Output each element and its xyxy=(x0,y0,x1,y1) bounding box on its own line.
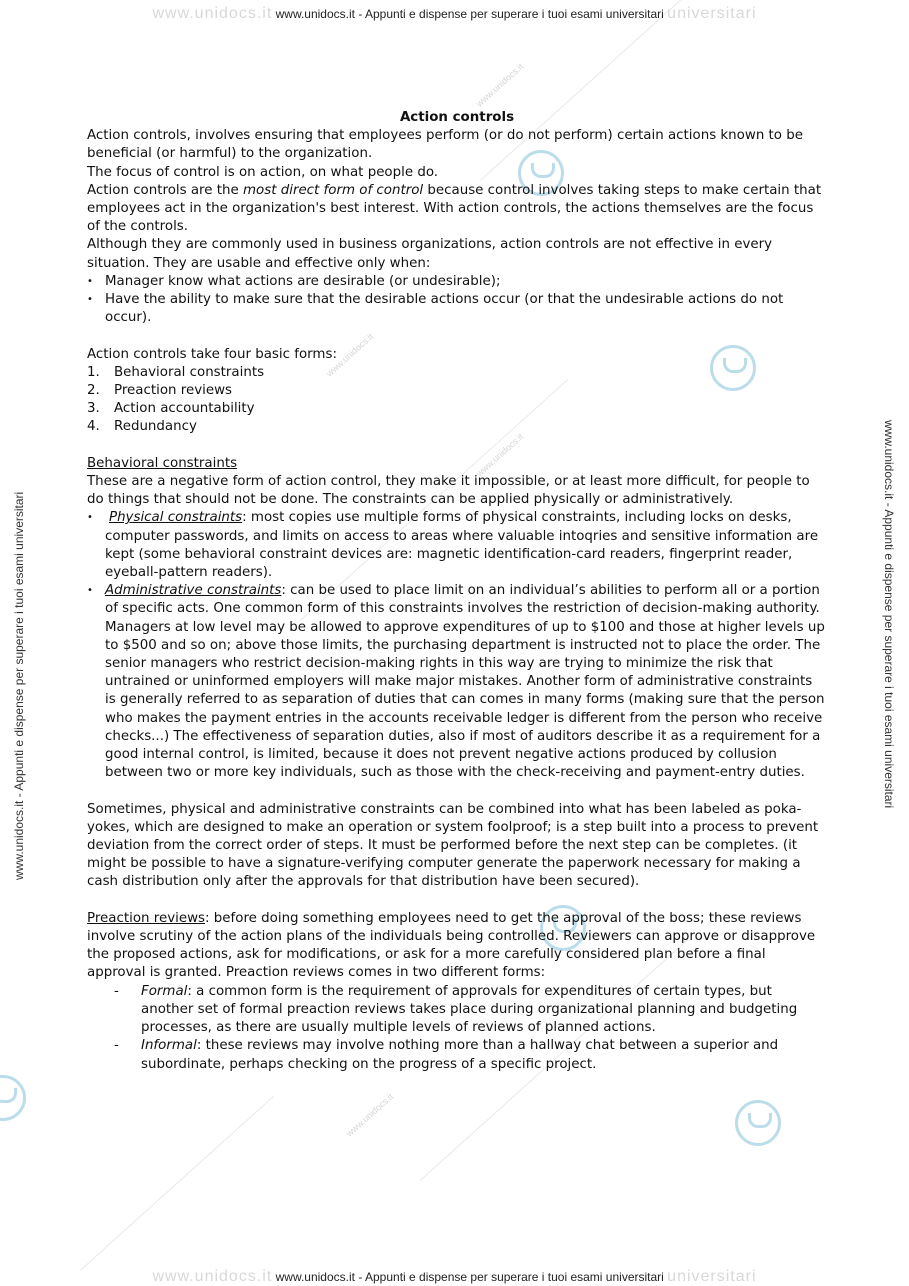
direct-text: because control involves taking steps to make certain that employees act in the organization's best interest. With action controls, the actions themselves are the focus of the controls. xyxy=(87,182,822,235)
list-number: 1. xyxy=(87,364,100,380)
footer-ghost-text-right: universitari xyxy=(667,1268,757,1285)
usable-list xyxy=(87,273,827,328)
formal-text: : a common form is the requirement of approvals for expenditures of certain types, but another set of formal preaction reviews takes place during organizational planning and budgeting processes, as there are usually multiple levels of reviews of planned actions. xyxy=(141,983,798,1036)
watermark-line xyxy=(80,1096,274,1271)
unidocs-logo-icon xyxy=(735,1100,781,1146)
watermark-text: www.unidocs.it xyxy=(324,331,376,379)
list-number: 2. xyxy=(87,383,100,399)
administrative-label: Administrative constraints xyxy=(105,583,282,599)
list-item xyxy=(87,400,827,418)
list-item xyxy=(87,418,827,436)
watermark-text: www.unidocs.it xyxy=(474,431,526,479)
list-label: Preaction reviews xyxy=(114,383,233,399)
list-number: 3. xyxy=(87,401,100,417)
preaction-text: : before doing something employees need to get the approval of the boss; these reviews involve scrutiny of the action plans of the individuals being controlled. Reviewers can approve or disapprove the proposed actions, ask for modifications, or ask for a more carefully considered plan before a final approval is granted. Preaction reviews comes in two different forms: xyxy=(87,910,816,981)
list-label: Action accountability xyxy=(114,401,255,417)
watermark-text: www.unidocs.it xyxy=(344,1091,396,1139)
list-item xyxy=(114,1037,827,1073)
list-number: 4. xyxy=(87,419,100,435)
list-label: Behavioral constraints xyxy=(114,364,265,380)
header-ghost-text-right: universitari xyxy=(667,5,757,22)
list-item xyxy=(87,364,827,382)
list-label: Redundancy xyxy=(114,419,197,435)
side-watermark-right: www.unidocs.it - Appunti e dispense per superare i tuoi esami universitari xyxy=(882,420,896,809)
list-item xyxy=(87,509,827,582)
physical-label: Physical constraints xyxy=(109,510,243,526)
intro-paragraph: The focus of control is on action, on what people do. xyxy=(87,164,439,180)
informal-label: Informal xyxy=(141,1038,197,1054)
bc-intro: These are a negative form of action control, they make it impossible, or at least more difficult, for people to do things that should not be done. The constraints can be applied physically or administratively. xyxy=(87,474,810,508)
list-item: • Have the ability to make sure that the desirable actions occur (or that the undesirable actions do not occur). xyxy=(87,291,827,327)
side-watermark-left: www.unidocs.it - Appunti e dispense per superare i tuoi esami universitari xyxy=(12,491,26,880)
header-ghost-text: www.unidocs.it xyxy=(152,5,273,22)
constraints-list xyxy=(87,509,827,782)
page-footer xyxy=(0,1268,909,1286)
direct-text: Action controls are the xyxy=(87,182,243,198)
administrative-text: : can be used to place limit on an individual’s abilities to perform all or a portion of specific acts. One common form of this constraints involves the restriction of decision-making authority. Managers at low level may be allowed to approve expenditures of up to $100 and those at higher levels up to $500 and so on; above those limits, the purchasing department is instructed not to place the order. The senior managers who restrict decision-making rights in this way are trying to minimize the risk that untrained or uninformed employers will make major mistakes. Another form of administrative constraints is generally referred to as separation of duties that can comes in many forms (making sure that the person who makes the payment entries in the accounts receivable ledger is different from the person who receive checks...) The effectiveness of separation duties, also if most of auditors describe it as a requirement for a good internal control, is limited, because it does not prevent negative actions produced by collusion between two or more key individuals, such as those with the check-receiving and payment-entry duties. xyxy=(105,583,825,781)
physical-text: : most copies use multiple forms of physical constraints, including locks on desks, computer passwords, and limits on access to areas where valuable intoqries and sensitive information are kept (some behavioral constraint devices are: magnetic identification-card readers, fingerprint reader, eyeball-pattern readers). xyxy=(105,510,819,581)
header-text: www.unidocs.it - Appunti e dispense per superare i tuoi esami universitari xyxy=(275,7,664,21)
direct-emphasis: most direct form of control xyxy=(243,182,424,198)
watermark-text: www.unidocs.it xyxy=(474,61,526,109)
forms-intro: Action controls take four basic forms: xyxy=(87,346,337,362)
informal-text: : these reviews may involve nothing more than a hallway chat between a superior and subordinate, perhaps checking on the progress of a specific project. xyxy=(141,1038,779,1072)
forms-list xyxy=(87,364,827,437)
list-item xyxy=(114,983,827,1038)
document-body xyxy=(87,109,827,1074)
list-item xyxy=(87,382,827,400)
footer-text: www.unidocs.it - Appunti e dispense per superare i tuoi esami universitari xyxy=(275,1270,664,1284)
unidocs-logo-icon xyxy=(0,1075,26,1121)
formal-label: Formal xyxy=(141,983,188,999)
preaction-label: Preaction reviews xyxy=(87,910,206,926)
preaction-forms-list xyxy=(87,983,827,1074)
poka-yoke-paragraph: Sometimes, physical and administrative constraints can be combined into what has been labeled as poka-yokes, which are designed to make an operation or system foolproof; is a step built into a process to prevent deviation from the correct order of steps. It must be performed before the next step can be completes. (it might be possible to have a signature-verifying computer generate the paperwork necessary for making a cash distribution only after the approvals for that distribution have been secured). xyxy=(87,801,819,890)
list-item xyxy=(87,582,827,782)
page-header xyxy=(0,5,909,23)
section-heading-behavioral: Behavioral constraints xyxy=(87,455,238,471)
footer-ghost-text: www.unidocs.it xyxy=(152,1268,273,1285)
document-title: Action controls xyxy=(399,110,515,125)
usable-intro: Although they are commonly used in business organizations, action controls are not effective in every situation. They are usable and effective only when: xyxy=(87,237,773,271)
intro-paragraph: Action controls, involves ensuring that employees perform (or do not perform) certain actions known to be beneficial (or harmful) to the organization. xyxy=(87,128,803,162)
direct-paragraph xyxy=(87,182,827,237)
preaction-paragraph xyxy=(87,910,827,983)
list-item: • Manager know what actions are desirable (or undesirable); xyxy=(87,273,827,291)
